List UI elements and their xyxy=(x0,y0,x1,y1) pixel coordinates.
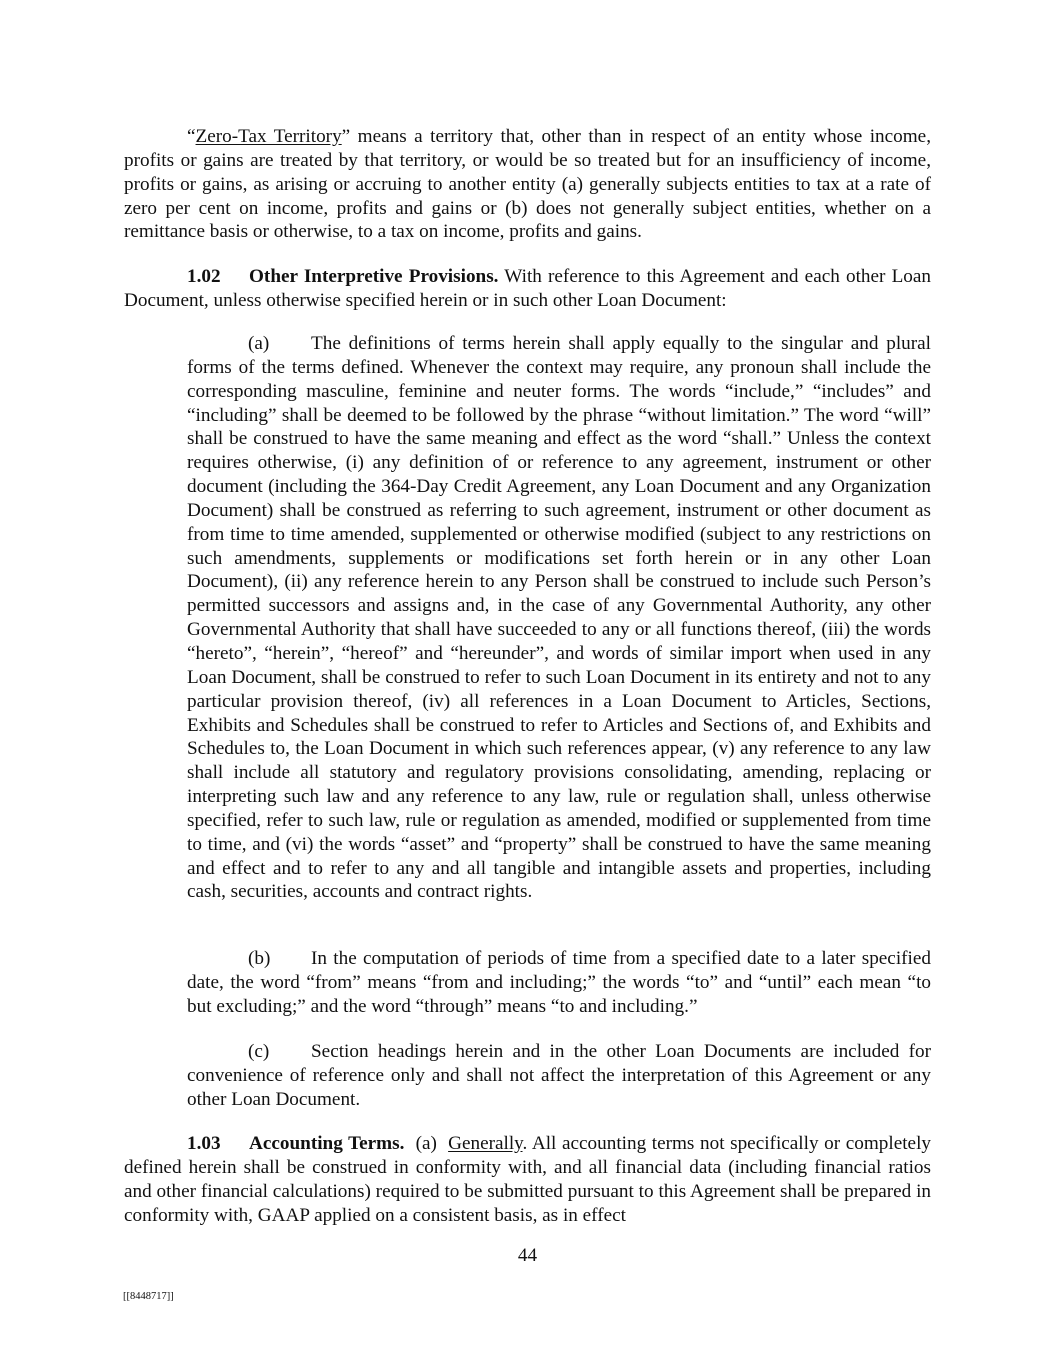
clause-text: In the computation of periods of time from a specified date to a later specified date, the word “from” means “from and including;” the words “to” and “until” each mean “to but excluding;” and the word “through” means “to and including.” xyxy=(187,948,931,1017)
clause-label: (a) xyxy=(248,333,270,354)
clause-label: (b) xyxy=(248,948,271,969)
section-1-03 xyxy=(124,1132,931,1227)
page-number: 44 xyxy=(517,1245,538,1266)
close-quote: ” xyxy=(341,126,351,147)
clause-label: (c) xyxy=(248,1041,270,1062)
open-quote: “ xyxy=(187,126,196,147)
section-heading: Accounting Terms. xyxy=(249,1133,405,1154)
clause-b xyxy=(187,947,931,1019)
section-text: . All accounting terms not specifically or completely defined herein shall be construed in conformity with, and all financial data (including financial ratios and other financial calculations) required to be submitted pursuant to this Agreement shall be prepared in conformity with, GAAP applied on a consistent basis, as in effect xyxy=(124,1133,932,1226)
section-number: 1.02 xyxy=(187,266,221,287)
sub-heading: Generally xyxy=(448,1133,523,1154)
section-intro: With reference to this Agreement and each other Loan Document, unless otherwise specified herein or in such other Loan Document: xyxy=(124,266,931,311)
section-heading: Other Interpretive Provisions. xyxy=(249,266,499,287)
section-number: 1.03 xyxy=(187,1133,221,1154)
definition-zero-tax-territory xyxy=(124,125,931,244)
section-1-02 xyxy=(124,265,931,313)
definition-text: means a territory that, other than in respect of an entity whose income, profits or gains are treated by that territory, or would be so treated but for an insufficiency of income, profits or gains, as arising or accruing to another entity (a) generally subjects entities to tax at a rate of zero per cent on income, profits and gains or (b) does not generally subject entities, whether on a remittance basis or otherwise, to a tax on income, profits and gains. xyxy=(124,126,931,243)
clause-text: Section headings herein and in the other Loan Documents are included for convenience of reference only and shall not affect the interpretation of this Agreement or any other Loan Document. xyxy=(187,1041,931,1110)
sub-label: (a) xyxy=(404,1133,449,1154)
clause-text: The definitions of terms herein shall apply equally to the singular and plural forms of the terms defined. Whenever the context may require, any pronoun shall include the corresponding masculine, feminine and neuter forms. The words “include,” “includes” and “including” shall be deemed to be followed by the phrase “without limitation.” The word “will” shall be construed to have the same meaning and effect as the word “shall.” Unless the context requires otherwise, (i) any definition of or reference to any agreement, instrument or other document (including the 364-Day Credit Agreement, any Loan Document and any Organization Document) shall be construed as referring to such agreement, instrument or other document as from time to time amended, supplemented or otherwise modified (subject to any restrictions on such amendments, supplements or modifications set forth herein or in any other Loan Document), (ii) any reference herein to any Person shall be construed to include such Person’s permitted successors and assigns and, in the case of any Governmental Authority, any other Governmental Authority that shall have succeeded to any or all functions thereof, (iii) the words “hereto”, “herein”, “hereof” and “hereunder”, and words of similar import when used in any Loan Document, shall be construed to refer to such Loan Document in its entirety and not to any particular provision thereof, (iv) all references in a Loan Document to Articles, Sections, Exhibits and Schedules shall be construed to refer to Articles and Sections of, and Exhibits and Schedules to, the Loan Document in which such references appear, (v) any reference to any law shall include all statutory and regulatory provisions consolidating, amending, replacing or interpreting such law and any reference to any law, rule or regulation shall, unless otherwise specified, refer to such law, rule or regulation as amended, modified or supplemented from time to time, and (vi) the words “asset” and “property” shall be construed to have the same meaning and effect and to refer to any and all tangible and intangible assets and properties, including cash, securities, accounts and contract rights. xyxy=(187,333,931,903)
clause-c xyxy=(187,1040,931,1112)
clause-a xyxy=(187,332,931,904)
defined-term: Zero-Tax Territory xyxy=(195,126,342,147)
document-id-footer: [[8448717]] xyxy=(123,1291,174,1302)
